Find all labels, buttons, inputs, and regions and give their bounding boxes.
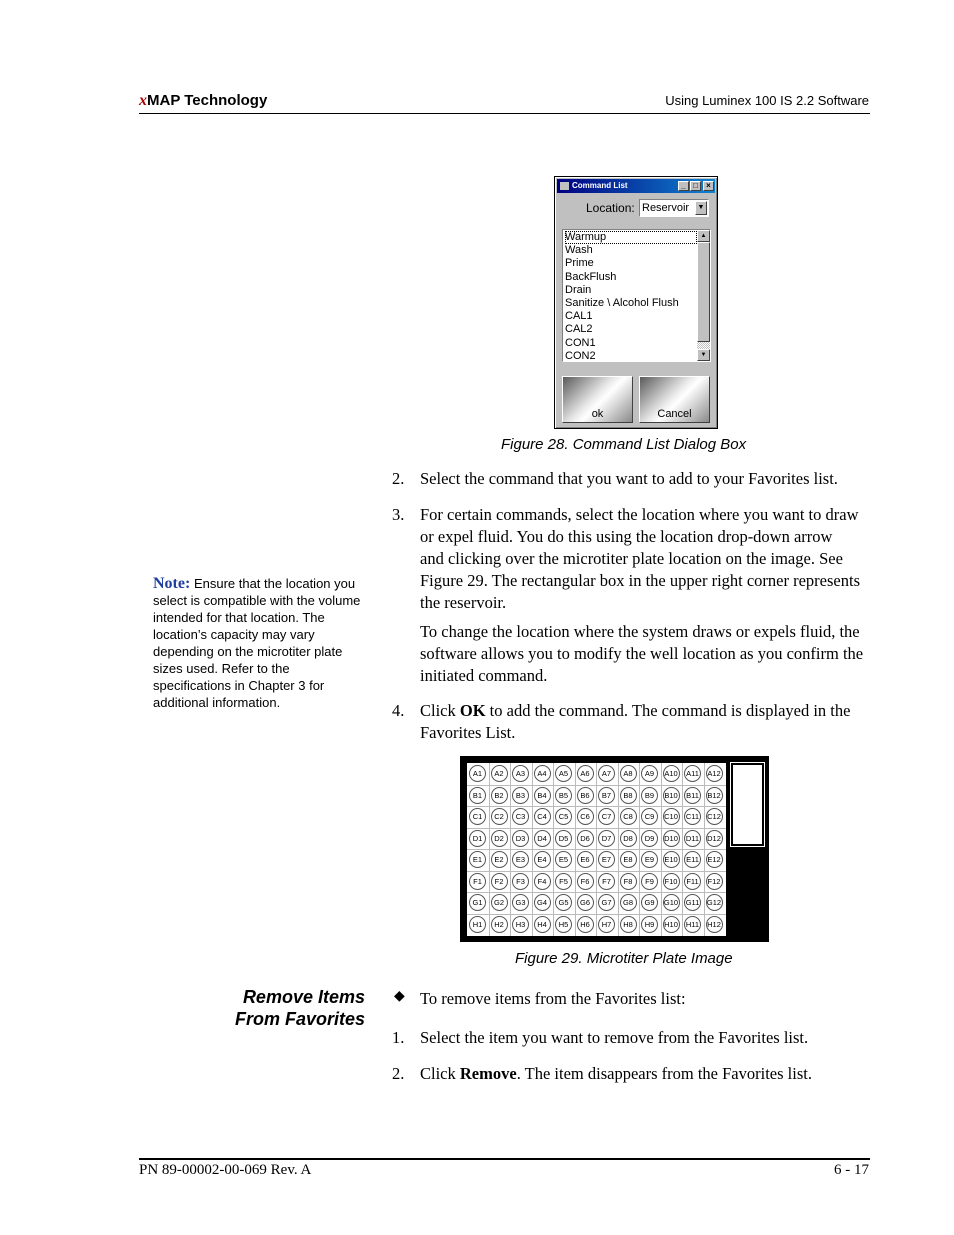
app-icon (560, 182, 569, 190)
plate-well[interactable]: C8 (620, 808, 637, 825)
plate-well[interactable]: F12 (706, 873, 723, 890)
plate-well[interactable]: B6 (577, 787, 594, 804)
plate-well[interactable]: B11 (684, 787, 701, 804)
plate-well[interactable]: C4 (534, 808, 551, 825)
plate-well[interactable]: D6 (577, 830, 594, 847)
header-brand (139, 92, 267, 110)
plate-well[interactable]: H9 (641, 916, 658, 933)
plate-well[interactable]: E6 (577, 851, 594, 868)
plate-well[interactable]: H8 (620, 916, 637, 933)
plate-well[interactable]: D2 (491, 830, 508, 847)
step-number: 3. (392, 505, 405, 524)
section-heading-line2: From Favorites (234, 1009, 365, 1029)
plate-well[interactable]: E7 (598, 851, 615, 868)
dialog-title: Command List (572, 181, 628, 190)
plate-well[interactable]: A7 (598, 765, 615, 782)
step-text-post: to add the command. The command is displayed in the Favorites List. (420, 701, 851, 742)
figure-28-caption: Figure 28. Command List Dialog Box (501, 436, 747, 453)
step-number: 1. (392, 1028, 405, 1047)
plate-well[interactable]: C12 (706, 808, 723, 825)
plate-well[interactable]: D1 (469, 830, 486, 847)
plate-well[interactable]: D4 (534, 830, 551, 847)
plate-well[interactable]: A12 (706, 765, 723, 782)
grid-line (467, 785, 726, 786)
grid-line (467, 828, 726, 829)
plate-well[interactable]: H7 (598, 916, 615, 933)
plate-well[interactable]: D5 (555, 830, 572, 847)
command-list-item[interactable]: Warmup (565, 231, 697, 244)
plate-well[interactable]: F2 (491, 873, 508, 890)
dialog-titlebar[interactable] (557, 179, 715, 193)
plate-well[interactable]: G6 (577, 894, 594, 911)
command-items (565, 231, 697, 362)
command-list-item[interactable]: Prime (565, 257, 594, 270)
command-list-item[interactable]: CAL2 (565, 323, 593, 336)
plate-well[interactable]: G11 (684, 894, 701, 911)
plate-well[interactable]: G9 (641, 894, 658, 911)
plate-well[interactable]: H6 (577, 916, 594, 933)
step-followup-text: To change the location where the system draws or expels fluid, the software allows you to modify the well location as you confirm the initiated command. (420, 622, 864, 685)
note-label: Note: (153, 575, 191, 592)
step-text-post: . The item disappears from the Favorites list. (516, 1064, 812, 1083)
plate-well[interactable]: F1 (469, 873, 486, 890)
plate-well[interactable]: D7 (598, 830, 615, 847)
dropdown-arrow-icon[interactable]: ▼ (695, 201, 707, 215)
plate-well[interactable]: G4 (534, 894, 551, 911)
reservoir-box[interactable] (731, 763, 764, 846)
maximize-button[interactable]: □ (690, 181, 701, 191)
remove-term: Remove (459, 1064, 517, 1083)
plate-well[interactable]: D8 (620, 830, 637, 847)
plate-well[interactable]: F7 (598, 873, 615, 890)
footer-page-number: 6 - 17 (834, 1162, 869, 1178)
plate-well[interactable]: E3 (512, 851, 529, 868)
header-rule (139, 113, 870, 114)
ok-term: OK (459, 701, 486, 720)
plate-well[interactable]: H3 (512, 916, 529, 933)
plate-well[interactable]: B3 (512, 787, 529, 804)
plate-well[interactable]: B4 (534, 787, 551, 804)
plate-well[interactable]: B1 (469, 787, 486, 804)
plate-well[interactable]: E11 (684, 851, 701, 868)
plate-well[interactable]: C3 (512, 808, 529, 825)
grid-line (467, 871, 726, 872)
plate-well[interactable]: B8 (620, 787, 637, 804)
plate-well[interactable]: F8 (620, 873, 637, 890)
plate-well[interactable]: B12 (706, 787, 723, 804)
close-button[interactable]: × (703, 181, 714, 191)
section-heading (235, 986, 365, 1030)
figure-29-caption: Figure 29. Microtiter Plate Image (515, 950, 733, 967)
plate-well[interactable]: B2 (491, 787, 508, 804)
plate-well[interactable]: D10 (663, 830, 680, 847)
plate-well[interactable]: A6 (577, 765, 594, 782)
step-number: 2. (392, 1064, 405, 1083)
command-list-dialog (554, 176, 718, 429)
plate-well[interactable]: E5 (555, 851, 572, 868)
plate-well[interactable]: G8 (620, 894, 637, 911)
listbox-scrollbar[interactable] (697, 230, 710, 361)
plate-well[interactable]: E12 (706, 851, 723, 868)
plate-well[interactable]: E8 (620, 851, 637, 868)
plate-well[interactable]: D11 (684, 830, 701, 847)
ok-button[interactable] (562, 376, 633, 423)
plate-well[interactable]: E2 (491, 851, 508, 868)
plate-well[interactable]: H4 (534, 916, 551, 933)
grid-line (467, 892, 726, 893)
plate-well[interactable]: A3 (512, 765, 529, 782)
plate-well[interactable]: A10 (663, 765, 680, 782)
plate-well[interactable]: C1 (469, 808, 486, 825)
command-list-item[interactable]: BackFlush (565, 270, 617, 283)
step-number: 4. (392, 701, 405, 720)
plate-well[interactable]: H2 (491, 916, 508, 933)
plate-well[interactable]: E4 (534, 851, 551, 868)
procedure-intro: To remove items from the Favorites list: (420, 989, 686, 1008)
plate-well[interactable]: G5 (555, 894, 572, 911)
plate-well[interactable]: E1 (469, 851, 486, 868)
plate-well[interactable]: D9 (641, 830, 658, 847)
well-grid (467, 763, 726, 936)
plate-well[interactable]: G2 (491, 894, 508, 911)
step-text: For certain commands, select the location where you want to draw or expel fluid. You do this using the location drop-down arrow and clicking over the microtiter plate location on the image. See Figure 29. The rectangular box in the upper right corner represents the reservoir. (420, 505, 861, 612)
plate-well[interactable]: A4 (534, 765, 551, 782)
diamond-bullet-icon: ◆ (394, 989, 405, 1004)
plate-well[interactable]: C9 (641, 808, 658, 825)
plate-well[interactable]: B10 (663, 787, 680, 804)
footer-part-number: PN 89-00002-00-069 Rev. A (139, 1162, 312, 1178)
side-note (153, 575, 363, 711)
plate-well[interactable]: H10 (663, 916, 680, 933)
command-list-item[interactable]: CON1 (565, 336, 596, 349)
location-value: Reservoir (642, 202, 690, 214)
plate-well[interactable]: G3 (512, 894, 529, 911)
grid-line (467, 806, 726, 807)
command-list-item[interactable]: CON2 (565, 349, 596, 362)
plate-well[interactable]: G10 (663, 894, 680, 911)
location-label: Location: (586, 201, 635, 215)
plate-well[interactable]: H12 (706, 916, 723, 933)
brand-rest: MAP Technology (147, 92, 268, 109)
plate-well[interactable]: F4 (534, 873, 551, 890)
microtiter-plate-image (460, 756, 769, 942)
plate-well[interactable]: C10 (663, 808, 680, 825)
plate-well[interactable]: C2 (491, 808, 508, 825)
section-heading-line1: Remove Items (242, 987, 365, 1007)
plate-well[interactable]: G7 (598, 894, 615, 911)
footer-rule (139, 1158, 870, 1160)
step-text (420, 700, 870, 744)
header-chapter-title: Using Luminex 100 IS 2.2 Software (665, 93, 869, 108)
grid-line (467, 849, 726, 850)
command-list-item[interactable]: Sanitize \ Alcohol Flush (565, 297, 679, 310)
plate-well[interactable]: E9 (641, 851, 658, 868)
minimize-button[interactable]: _ (678, 181, 689, 191)
step-text-pre: Click (420, 1064, 460, 1083)
command-list-item[interactable]: Wash (565, 244, 593, 257)
plate-well[interactable]: F10 (663, 873, 680, 890)
plate-well[interactable]: D12 (706, 830, 723, 847)
plate-well[interactable]: F3 (512, 873, 529, 890)
command-list-item[interactable]: CAL1 (565, 310, 593, 323)
plate-well[interactable]: H1 (469, 916, 486, 933)
command-listbox[interactable] (562, 229, 711, 362)
scroll-thumb[interactable] (697, 242, 710, 342)
plate-well[interactable]: C7 (598, 808, 615, 825)
plate-well[interactable]: F5 (555, 873, 572, 890)
plate-well[interactable]: C6 (577, 808, 594, 825)
plate-well[interactable]: C11 (684, 808, 701, 825)
plate-well[interactable]: A1 (469, 765, 486, 782)
command-list-item[interactable]: Drain (565, 283, 592, 296)
step-text: Select the item you want to remove from the Favorites list. (420, 1028, 809, 1047)
note-text: Ensure that the location you select is compatible with the volume intended for that location. The location’s capacity may vary depending on the microtiter plate sizes used. Refer to the specifications in Chapter 3 for additional information. (153, 576, 361, 710)
plate-well[interactable]: A8 (620, 765, 637, 782)
plate-well[interactable]: B9 (641, 787, 658, 804)
plate-well[interactable]: F9 (641, 873, 658, 890)
plate-well[interactable]: G12 (706, 894, 723, 911)
plate-well[interactable]: E10 (663, 851, 680, 868)
plate-well[interactable]: H11 (684, 916, 701, 933)
plate-well[interactable]: G1 (469, 894, 486, 911)
step-text (420, 1063, 870, 1085)
location-dropdown[interactable] (639, 199, 709, 217)
plate-well[interactable]: A9 (641, 765, 658, 782)
plate-well[interactable]: H5 (555, 916, 572, 933)
plate-well[interactable]: F11 (684, 873, 701, 890)
cancel-label: Cancel (657, 408, 692, 420)
plate-well[interactable]: A2 (491, 765, 508, 782)
grid-line (467, 914, 726, 915)
brand-x: x (139, 92, 147, 109)
cancel-button[interactable] (639, 376, 710, 423)
plate-well[interactable]: B7 (598, 787, 615, 804)
ok-label: ok (591, 408, 604, 420)
scroll-up-icon[interactable]: ▲ (697, 230, 710, 242)
step-number: 2. (392, 469, 405, 488)
plate-well[interactable]: A5 (555, 765, 572, 782)
step-text: Select the command that you want to add to your Favorites list. (420, 469, 838, 488)
scroll-down-icon[interactable]: ▼ (697, 349, 710, 361)
plate-well[interactable]: B5 (555, 787, 572, 804)
plate-well[interactable]: D3 (512, 830, 529, 847)
step-text-pre: Click (420, 701, 460, 720)
plate-well[interactable]: F6 (577, 873, 594, 890)
plate-well[interactable]: A11 (684, 765, 701, 782)
plate-well[interactable]: C5 (555, 808, 572, 825)
